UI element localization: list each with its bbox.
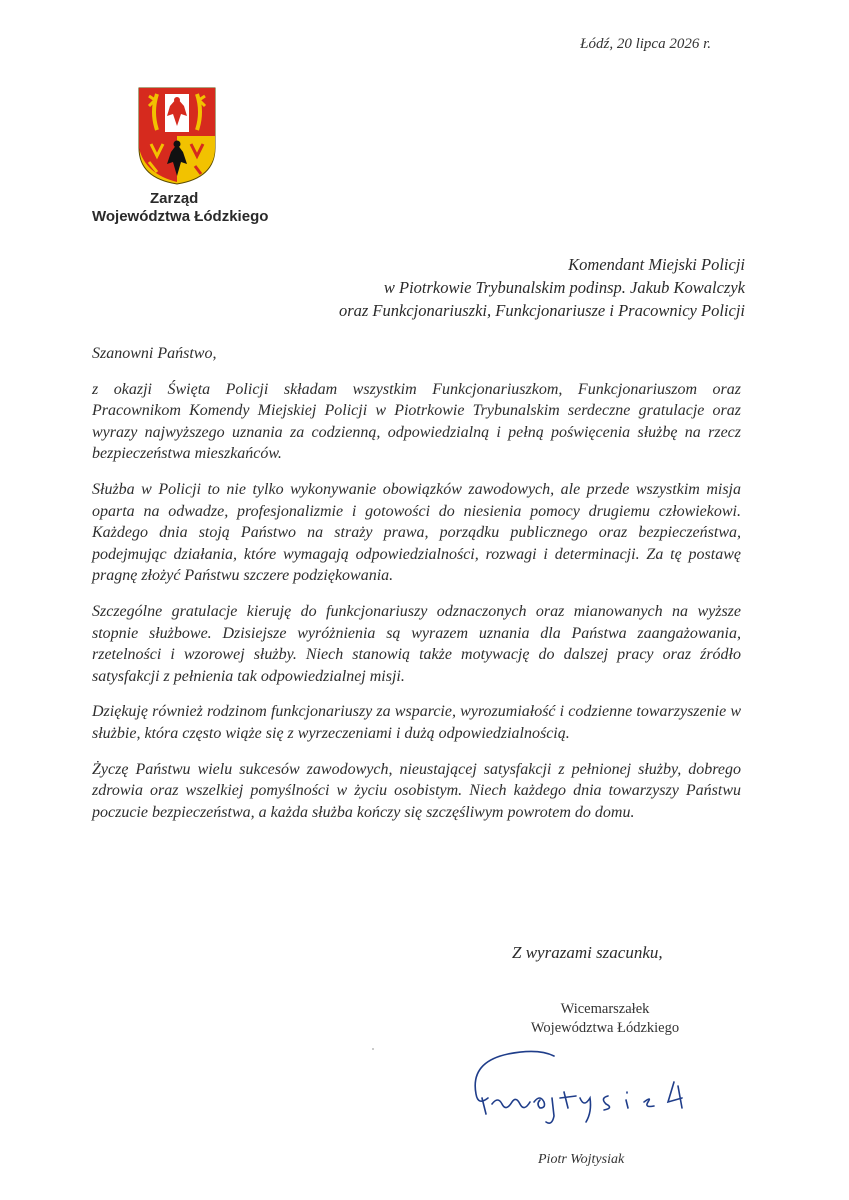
letter-body — [92, 343, 741, 837]
salutation: Szanowni Państwo, — [92, 345, 217, 362]
addressee-line-2: w Piotrkowie Trybunalskim podinsp. Jakub Kowalczyk — [383, 278, 745, 297]
org-line-2: Województwa Łódzkiego — [92, 208, 269, 225]
paragraph-3: Szczególne gratulacje kieruję do funkcjonariuszy odznaczonych oraz mianowanych na wyższe stopnie służbowe. Dzisiejsze wyróżnienia są wyrazem uznania dla Państwa zaangażowania, rzetelności i wzorowej służby. Niech stanowią także motywację do dalszej pracy oraz źródło satysfakcji z pełnienia tak odpowiedzialnej misji. — [92, 602, 741, 685]
addressee-block — [339, 253, 745, 322]
paragraph-1: z okazji Święta Policji składam wszystkim Funkcjonariuszkom, Funkcjonariuszom oraz Pracownikom Komendy Miejskiej Policji w Piotrkowie Trybunalskim serdeczne gratulacje oraz wyrazy najwyższego uznania za codzienną, odpowiedzialną i pełną poświęcenia służbę na rzecz bezpieczeństwa mieszkańców. — [92, 380, 741, 463]
addressee-line-3: oraz Funkcjonariuszki, Funkcjonariusze i Pracownicy Policji — [338, 301, 745, 320]
signatory-title — [500, 1000, 710, 1038]
org-line-1: Zarząd — [150, 190, 199, 207]
scan-speck — [372, 1048, 374, 1050]
paragraph-4: Dziękuję również rodzinom funkcjonariuszy za wsparcie, wyrozumiałość i codzienne towarzyszenie w służbie, która często wiąże się z wyrzeczeniami i dużą odpowiedzialnością. — [92, 703, 741, 742]
coat-of-arms-icon — [137, 86, 217, 186]
letter-date: Łódź, 20 lipca 2026 r. — [580, 36, 711, 52]
addressee-line-1: Komendant Miejski Policji — [568, 255, 745, 274]
signer-name: Piotr Wojtysiak — [538, 1152, 625, 1167]
handwritten-signature — [468, 1042, 728, 1132]
paragraph-5: Życzę Państwu wielu sukcesów zawodowych, nieustającej satysfakcji z pełnionej służby, dobrego zdrowia oraz wszelkiej pomyślności w życiu osobistym. Niech każdego dnia towarzyszy Państwu poczucie bezpieczeństwa, a każda służba kończy się szczęśliwym powrotem do domu. — [92, 760, 741, 821]
signatory-title-line-2: Województwa Łódzkiego — [530, 1020, 680, 1036]
organization-name — [92, 190, 292, 226]
closing-phrase: Z wyrazami szacunku, — [512, 943, 663, 962]
paragraph-2: Służba w Policji to nie tylko wykonywanie obowiązków zawodowych, ale przede wszystkim misja oparta na odwadze, profesjonalizmie i gotowości do niesienia pomocy drugiemu człowiekowi. Każdego dnia stoją Państwo na straży prawa, porządku publicznego oraz bezpieczeństwa, podejmując działania, które wymagają odpowiedzialności, rozwagi i determinacji. Za tę postawę pragnę złożyć Państwu szczere podziękowania. — [92, 480, 741, 585]
signatory-title-line-1: Wicemarszałek — [560, 1001, 650, 1017]
